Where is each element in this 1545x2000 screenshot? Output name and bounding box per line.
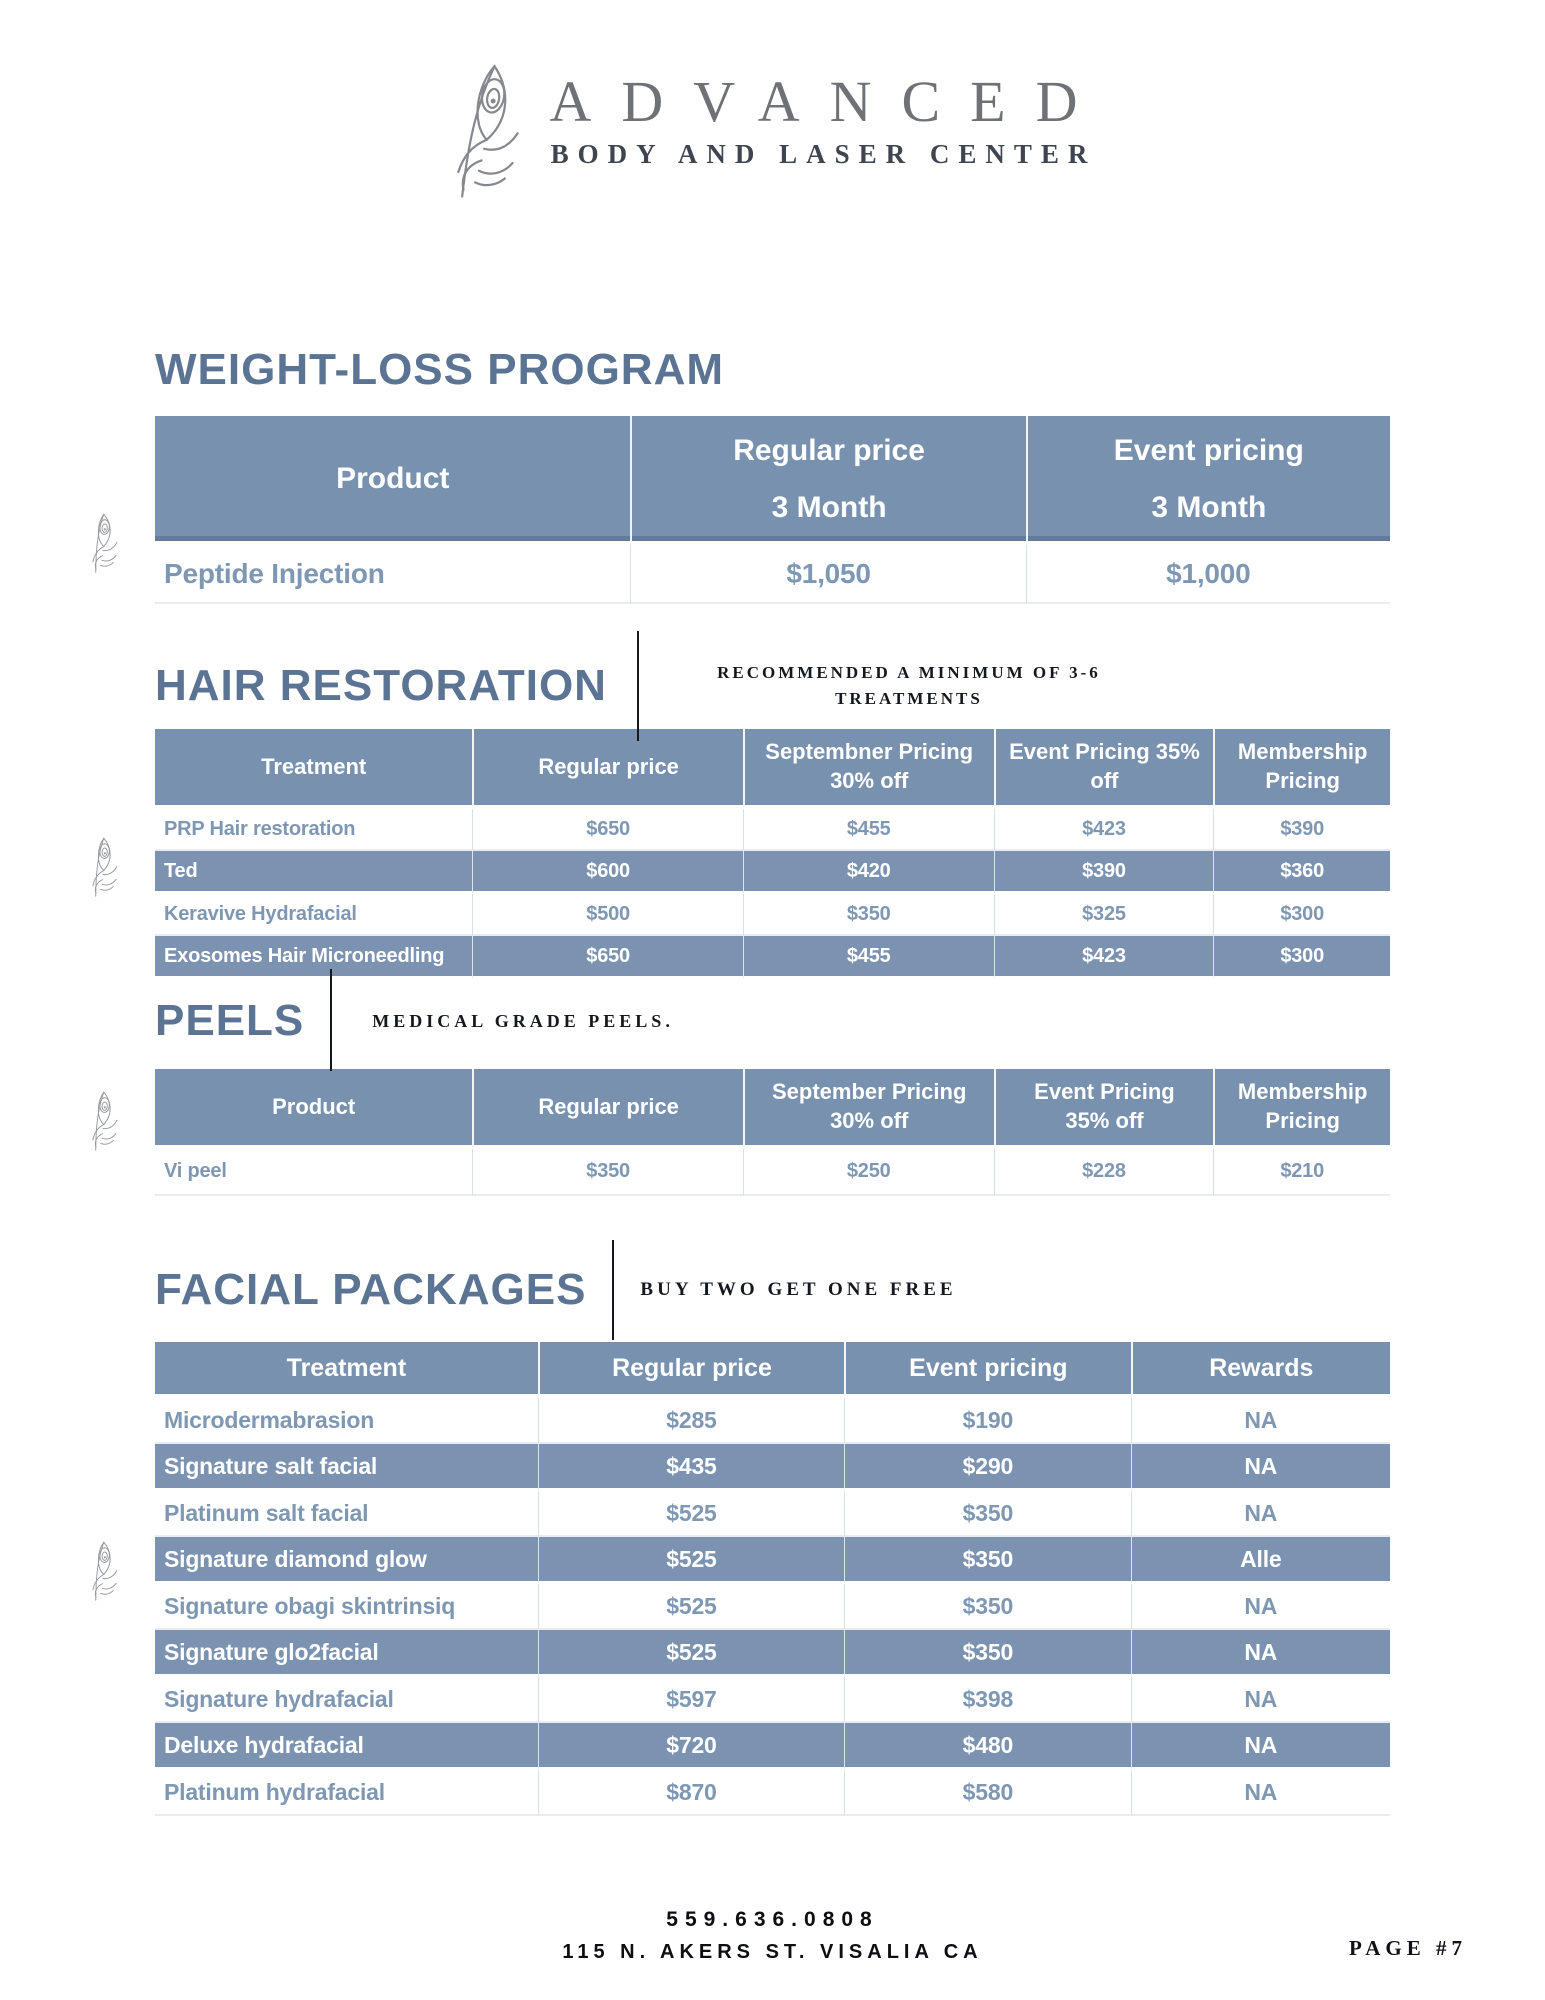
cell: $350 (472, 1149, 742, 1196)
cell: $285 (538, 1398, 844, 1444)
cell-name: Exosomes Hair Microneedling (155, 936, 472, 979)
table-row (155, 1677, 1390, 1723)
cell: NA (1131, 1444, 1390, 1491)
col-header-event-pricing (994, 1069, 1214, 1149)
cell: $525 (538, 1491, 844, 1537)
cell: $420 (743, 851, 994, 894)
note-line: RECOMMENDED A MINIMUM OF 3-6 (717, 662, 1101, 682)
col-header-rewards: Rewards (1131, 1342, 1390, 1398)
section-note: BUY TWO GET ONE FREE (640, 1279, 957, 1300)
cell: NA (1131, 1630, 1390, 1677)
section-hair-restoration (155, 643, 1390, 979)
peels-table (155, 1069, 1390, 1196)
header-line: Pricing (1265, 1108, 1340, 1133)
cell: $350 (844, 1491, 1131, 1537)
header-line: 35% off (1065, 1108, 1144, 1133)
cell: $455 (743, 936, 994, 979)
cell: $290 (844, 1444, 1131, 1491)
cell: $870 (538, 1770, 844, 1816)
section-note: MEDICAL GRADE PEELS. (372, 1010, 674, 1031)
cell-name: Signature salt facial (155, 1444, 538, 1491)
header-line: 30% off (830, 1108, 909, 1133)
cell: $650 (472, 936, 742, 979)
cell: $250 (743, 1149, 994, 1196)
cell: $435 (538, 1444, 844, 1491)
cell-name: Microdermabrasion (155, 1398, 538, 1444)
cell-name: Signature obagi skintrinsiq (155, 1584, 538, 1630)
cell-name: Ted (155, 851, 472, 894)
section-weight-loss (155, 345, 1390, 604)
facial-header-row (155, 1342, 1390, 1398)
section-title-hair-restoration: HAIR RESTORATION (155, 661, 607, 710)
col-header-september-pricing (743, 1069, 994, 1149)
header-line: Membership (1237, 739, 1368, 765)
header-line: Regular price (538, 753, 679, 779)
header-line: Regular price (538, 1093, 679, 1119)
cell: $597 (538, 1677, 844, 1723)
cell-name: Signature glo2facial (155, 1630, 538, 1677)
col-header-september-pricing (743, 729, 994, 809)
cell: $350 (844, 1537, 1131, 1584)
cell: NA (1131, 1584, 1390, 1630)
col-header-regular-price (472, 729, 742, 809)
cell: $350 (844, 1584, 1131, 1630)
cell: $350 (844, 1630, 1131, 1677)
header-line: 30% off (830, 768, 909, 793)
col-header-treatment (155, 729, 472, 809)
header-line: Pricing (1265, 768, 1340, 793)
table-row (155, 1444, 1390, 1491)
col-header-regular-price (472, 1069, 742, 1149)
cell-name: Platinum hydrafacial (155, 1770, 538, 1816)
col-header-treatment: Treatment (155, 1342, 538, 1398)
cell-name: Deluxe hydrafacial (155, 1723, 538, 1770)
header-line: Septembner Pricing (765, 739, 974, 765)
section-header (155, 643, 1390, 729)
cell: $390 (994, 851, 1214, 894)
logo-name: ADVANCED (549, 69, 1108, 134)
margin-feather-icon (83, 1088, 125, 1153)
header-line: 3 Month (771, 490, 887, 524)
cell-name: Keravive Hydrafacial (155, 894, 472, 936)
note-line: TREATMENTS (835, 689, 983, 708)
table-row (155, 851, 1390, 894)
table-row (155, 1149, 1390, 1196)
header-line: Event Pricing (1034, 1079, 1175, 1105)
footer-address: 115 N. AKERS ST. VISALIA CA (562, 1941, 983, 1963)
margin-feather-icon (83, 510, 125, 575)
cell: NA (1131, 1677, 1390, 1723)
cell: NA (1131, 1491, 1390, 1537)
table-row (155, 1630, 1390, 1677)
cell: $350 (743, 894, 994, 936)
cell-name: PRP Hair restoration (155, 809, 472, 851)
section-note (639, 660, 1149, 713)
cell-name: Peptide Injection (155, 545, 630, 604)
cell: $600 (472, 851, 742, 894)
cell: $228 (994, 1149, 1214, 1196)
cell: $720 (538, 1723, 844, 1770)
margin-feather-icon (83, 834, 125, 899)
logo (0, 55, 1545, 203)
cell: $210 (1213, 1149, 1390, 1196)
cell-name: Signature diamond glow (155, 1537, 538, 1584)
cell: $423 (994, 936, 1214, 979)
section-facial-packages (155, 1238, 1390, 1816)
cell: NA (1131, 1723, 1390, 1770)
table-row (155, 1491, 1390, 1537)
hair-restoration-table (155, 729, 1390, 979)
cell: $525 (538, 1537, 844, 1584)
cell: Alle (1131, 1537, 1390, 1584)
col-header-event-pricing (1026, 416, 1390, 545)
col-header-product (155, 416, 630, 545)
header-line: Membership (1237, 1079, 1368, 1105)
table-row (155, 1584, 1390, 1630)
table-row (155, 1770, 1390, 1816)
table-row (155, 809, 1390, 851)
margin-feather-icon (83, 1538, 125, 1603)
cell: $480 (844, 1723, 1131, 1770)
col-header-product (155, 1069, 472, 1149)
cell: $325 (994, 894, 1214, 936)
section-title-weight-loss: WEIGHT-LOSS PROGRAM (155, 345, 724, 394)
header-line: 3 Month (1151, 490, 1267, 524)
cell: $360 (1213, 851, 1390, 894)
table-row (155, 1723, 1390, 1770)
cell-name: Signature hydrafacial (155, 1677, 538, 1723)
cell: $650 (472, 809, 742, 851)
table-row (155, 1537, 1390, 1584)
table-row (155, 1398, 1390, 1444)
footer-phone: 559.636.0808 (666, 1908, 879, 1931)
footer (0, 1908, 1545, 1964)
cell-name: Vi peel (155, 1149, 472, 1196)
table-row (155, 894, 1390, 936)
cell: $525 (538, 1630, 844, 1677)
header-line: Treatment (261, 753, 367, 779)
col-header-event-pricing: Event pricing (844, 1342, 1131, 1398)
header-line: Event Pricing 35% (1009, 739, 1200, 765)
hair-header-row (155, 729, 1390, 809)
cell: $390 (1213, 809, 1390, 851)
cell: $500 (472, 894, 742, 936)
logo-text (540, 55, 1108, 170)
cell: $190 (844, 1398, 1131, 1444)
peels-header-row (155, 1069, 1390, 1149)
col-header-membership-pricing (1213, 1069, 1390, 1149)
cell: NA (1131, 1770, 1390, 1816)
section-header (155, 1238, 1390, 1342)
col-header-regular-price: Regular price (538, 1342, 844, 1398)
cell: $300 (1213, 894, 1390, 936)
page-number: PAGE #7 (1348, 1936, 1467, 1960)
col-header-membership-pricing (1213, 729, 1390, 809)
cell: $398 (844, 1677, 1131, 1723)
cell-name: Platinum salt facial (155, 1491, 538, 1537)
cell: $525 (538, 1584, 844, 1630)
col-header-regular-price (630, 416, 1025, 545)
logo-tagline: BODY AND LASER CENTER (550, 139, 1097, 169)
section-title-peels: PEELS (155, 996, 305, 1045)
cell: $580 (844, 1770, 1131, 1816)
cell: $300 (1213, 936, 1390, 979)
cell: $455 (743, 809, 994, 851)
peacock-feather-logo-icon (438, 61, 538, 203)
section-peels (155, 973, 1390, 1196)
header-line: Regular price (733, 433, 925, 467)
cell: $1,050 (630, 545, 1025, 604)
header-line: September Pricing (772, 1079, 967, 1105)
weight-loss-table (155, 416, 1390, 604)
cell: $1,000 (1026, 545, 1390, 604)
cell: NA (1131, 1398, 1390, 1444)
table-row (155, 545, 1390, 604)
col-header-event-pricing (994, 729, 1214, 809)
weight-loss-header-row (155, 416, 1390, 545)
section-title-facial-packages: FACIAL PACKAGES (155, 1265, 587, 1314)
header-line: Event pricing (1113, 433, 1304, 467)
header-line: Product (272, 1093, 356, 1119)
cell: $423 (994, 809, 1214, 851)
header-line: Product (336, 462, 450, 495)
facial-packages-table (155, 1342, 1390, 1816)
header-line: off (1090, 768, 1119, 793)
section-header (155, 973, 1390, 1069)
